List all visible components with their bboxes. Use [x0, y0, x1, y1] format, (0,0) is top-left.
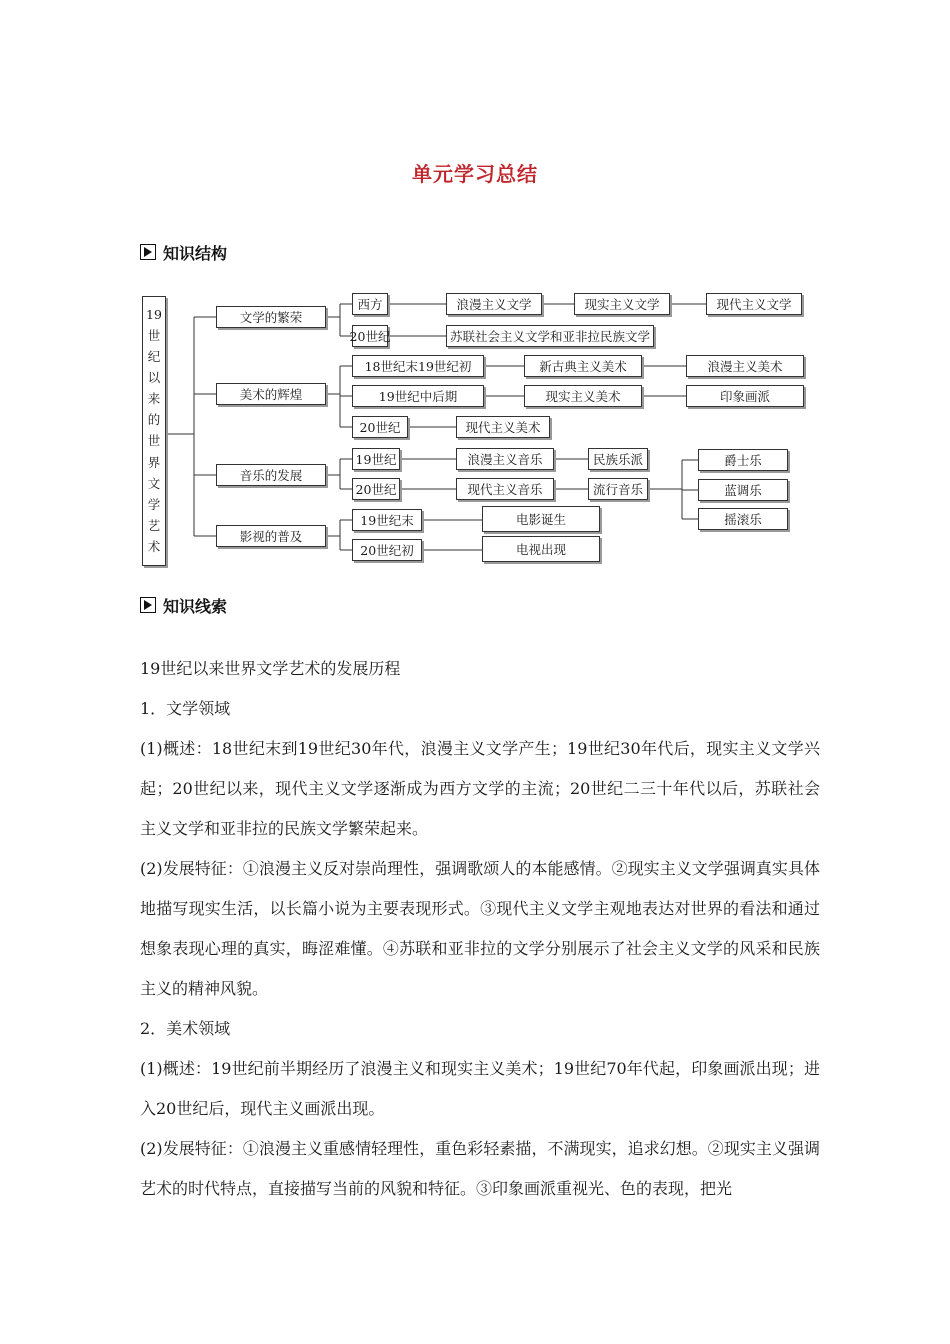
root-char: 以: [147, 370, 161, 386]
node-romantic-art: 浪漫主义美术: [686, 355, 804, 377]
node-pop-music: 流行音乐: [588, 478, 648, 500]
root-char: 世: [147, 433, 161, 449]
section-heading-text: 知识结构: [163, 243, 228, 263]
category-film: 影视的普及: [216, 525, 326, 547]
period-19th-century: 19世纪: [352, 448, 400, 470]
period-20th-century: 20世纪: [352, 478, 400, 500]
node-romantic-literature: 浪漫主义文学: [446, 293, 542, 315]
root-char: 术: [147, 538, 161, 554]
node-soviet-afro-asian-latin-literature: 苏联社会主义文学和亚非拉民族文学: [446, 325, 654, 347]
section-heading-text: 知识线索: [163, 596, 228, 616]
root-char: 19: [146, 307, 162, 323]
category-art: 美术的辉煌: [216, 383, 326, 405]
paragraph: (2)发展特征：①浪漫主义反对崇尚理性，强调歌颂人的本能感情。②现实主义文学强调真实具体地描写现实生活，以长篇小说为主要表现形式。③现代主义文学主观地表达对世界的看法和通过想象表现心理的真实，晦涩难懂。④苏联和亚非拉的文学分别展示了社会主义文学的风采和民族主义的精神风貌。: [140, 859, 820, 998]
period-late-18th-early-19th: 18世纪末19世纪初: [352, 355, 484, 377]
root-node: [142, 296, 166, 566]
period-west: 西方: [352, 293, 388, 315]
root-char: 文: [147, 475, 161, 491]
root-char: 艺: [147, 517, 161, 533]
node-modernist-art: 现代主义美术: [456, 416, 550, 438]
root-char: 学: [147, 496, 161, 512]
root-char: 纪: [147, 349, 161, 365]
node-blues: 蓝调乐: [698, 479, 788, 501]
paragraph: (1)概述：19世纪前半期经历了浪漫主义和现实主义美术；19世纪70年代起，印象画派出现；进入20世纪后，现代主义画派出现。: [140, 1059, 820, 1118]
subsection-title: 1．文学领域: [140, 699, 231, 718]
root-char: 界: [147, 454, 161, 470]
paragraph: (2)发展特征：①浪漫主义重感情轻理性，重色彩轻素描，不满现实，追求幻想。②现实主义强调艺术的时代特点，直接描写当前的风貌和特征。③印象画派重视光、色的表现，把光: [140, 1139, 820, 1198]
root-char: 的: [147, 412, 161, 428]
play-triangle-icon: [140, 244, 156, 260]
node-rock: 摇滚乐: [698, 508, 788, 530]
node-television-appears: 电视出现: [482, 536, 600, 562]
paragraph: (1)概述：18世纪末到19世纪30年代，浪漫主义文学产生；19世纪30年代后，现实主义文学兴起；20世纪以来，现代主义文学逐渐成为西方文学的主流；20世纪二三十年代以后，苏联社会主义文学和亚非拉的民族文学繁荣起来。: [140, 739, 820, 838]
node-modernist-music: 现代主义音乐: [456, 478, 554, 500]
node-national-school: 民族乐派: [588, 448, 648, 470]
period-early-20th-century: 20世纪初: [352, 539, 422, 561]
knowledge-clues-text: [140, 649, 820, 1209]
knowledge-structure-diagram: [140, 288, 820, 568]
node-neoclassical-art: 新古典主义美术: [524, 355, 642, 377]
section-heading-structure: [140, 241, 227, 263]
node-romantic-music: 浪漫主义音乐: [456, 448, 554, 470]
node-realist-art: 现实主义美术: [524, 385, 642, 407]
root-char: 世: [147, 328, 161, 344]
period-mid-late-19th: 19世纪中后期: [352, 385, 484, 407]
category-literature: 文学的繁荣: [216, 306, 326, 328]
category-music: 音乐的发展: [216, 464, 326, 486]
root-char: 来: [147, 391, 161, 407]
node-impressionism: 印象画派: [686, 385, 804, 407]
period-late-19th-century: 19世纪末: [352, 509, 422, 531]
node-modernist-literature: 现代主义文学: [706, 293, 802, 315]
play-triangle-icon: [140, 597, 156, 613]
intro-line: 19世纪以来世界文学艺术的发展历程: [140, 659, 401, 678]
node-jazz: 爵士乐: [698, 449, 788, 471]
page-title: 单元学习总结: [412, 162, 538, 186]
node-film-birth: 电影诞生: [482, 506, 600, 532]
period-20th-century: 20世纪: [352, 325, 388, 347]
section-heading-clues: [140, 594, 227, 616]
period-20th-century: 20世纪: [352, 416, 408, 438]
subsection-title: 2．美术领域: [140, 1019, 231, 1038]
node-realist-literature: 现实主义文学: [574, 293, 670, 315]
